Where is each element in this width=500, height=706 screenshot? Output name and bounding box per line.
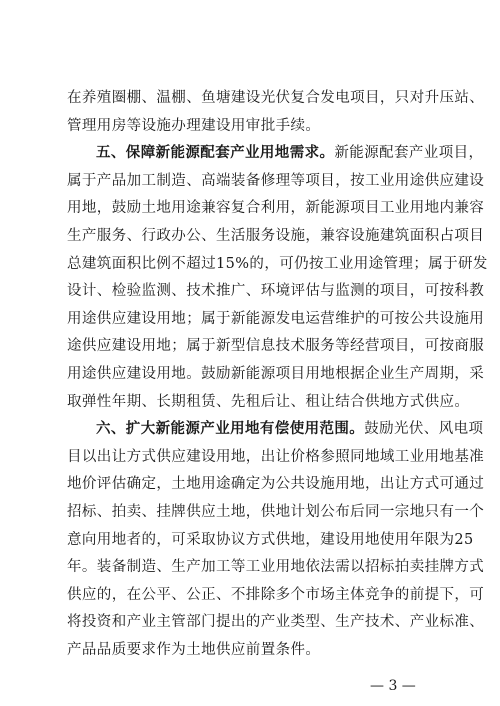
paragraph-line: 用途供应建设用地。鼓励新能源项目用地根据企业生产周期，采 [67, 366, 485, 382]
paragraph-line: 设计、检验监测、技术推广、环境评估与监测的项目，可按科教 [67, 283, 485, 300]
paragraph-line: 目以出让方式供应建设用地，出让价格参照同地域工业用地基准 [67, 448, 485, 465]
paragraph-line: 用地，鼓励土地用途兼容复合利用，新能源项目工业用地内兼容 [67, 200, 485, 217]
paragraph-line: 总建筑面积比例不超过15%的，可仍按工业用途管理；属于研发 [67, 255, 488, 272]
paragraph-line: 在养殖圈棚、温棚、鱼塘建设光伏复合发电项目，只对升压站、 [67, 90, 485, 106]
paragraph-line: 供应的，在公平、公正、不排除多个市场主体竞争的前提下，可 [67, 586, 485, 603]
paragraph-line: 地价评估确定，土地用途确定为公共设施用地，出让方式可通过 [67, 476, 485, 493]
paragraph-line: 意向用地者的，可采取协议方式供地，建设用地使用年限为25 [67, 531, 474, 548]
paragraph-line: 招标、拍卖、挂牌供应土地，供地计划公布后同一宗地只有一个 [67, 504, 485, 520]
paragraph-line: 取弹性年期、长期租赁、先租后让、租让结合供地方式供应。 [67, 393, 470, 410]
section-5-heading: 五、保障新能源配套产业用地需求。 [96, 145, 335, 162]
paragraph-line: 生产服务、行政办公、生活服务设施，兼容设施建筑面积占项目 [67, 228, 485, 244]
section-6-first-line-text: 鼓励光伏、风电项 [364, 421, 484, 438]
paragraph-line: 属于产品加工制造、高端装备修理等项目，按工业用途供应建设 [67, 172, 485, 189]
paragraph-line: 管理用房等设施办理建设用审批手续。 [67, 117, 321, 134]
paragraph-line: 用途供应建设用地；属于新能源发电运营维护的可按公共设施用 [67, 310, 485, 327]
paragraph-line: 产品品质要求作为土地供应前置条件。 [67, 642, 321, 658]
section-6-heading: 六、扩大新能源产业用地有偿使用范围。 [96, 421, 365, 438]
section-6-first-line [96, 419, 483, 439]
paragraph-line: 年。装备制造、生产加工等工业用地依法需以招标拍卖挂牌方式 [67, 559, 485, 576]
section-5-first-line [96, 143, 483, 163]
section-5-first-line-text: 新能源配套产业项目， [334, 145, 484, 162]
paragraph-line: 途供应建设用地；属于新型信息技术服务等经营项目，可按商服 [67, 338, 485, 355]
page-number: — 3 — [370, 678, 416, 694]
paragraph-line: 将投资和产业主管部门提出的产业类型、生产技术、产业标准、 [67, 614, 485, 631]
